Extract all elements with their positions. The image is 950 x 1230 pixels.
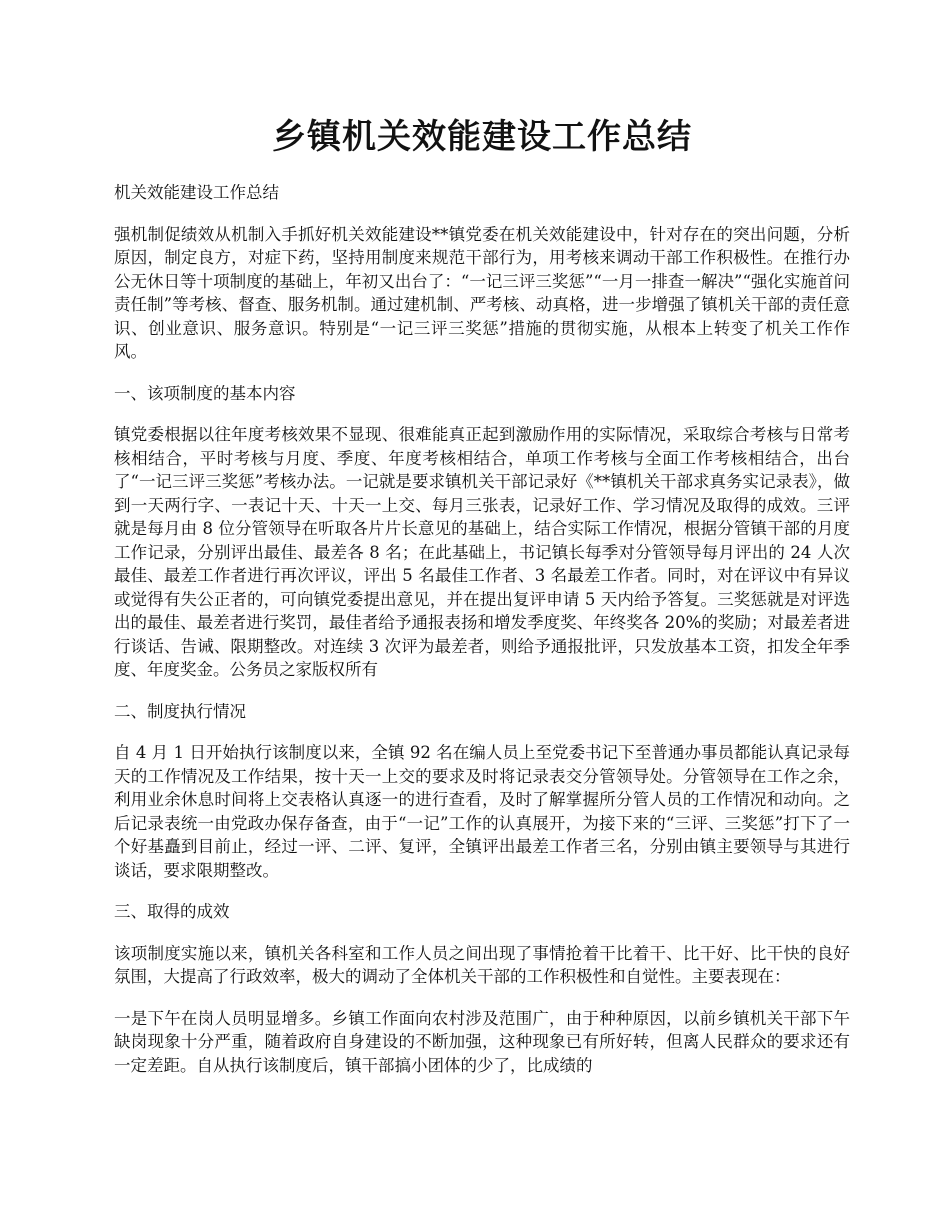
section-1-heading: 一、该项制度的基本内容 <box>114 383 296 403</box>
intro-paragraph: 强机制促绩效从机制入手抓好机关效能建设**镇党委在机关效能建设中，针对存在的突出问题，分析原因，制定良方，对症下药，坚持用制度来规范干部行为，用考核来调动干部工作积极性。在推行办公无休日等十项制度的基础上，年初又出台了：“一记三评三奖惩”“一月一排查一解决”“强化实施首问责任制”等考核、督查、服务机制。通过建机制、严考核、动真格，进一步增强了镇机关干部的责任意识、创业意识、服务意识。特别是“一记三评三奖惩”措施的贯彻实施，从根本上转变了机关工作作风。 <box>114 224 850 361</box>
document-page <box>114 0 850 1077</box>
document-subtitle: 机关效能建设工作总结 <box>114 183 279 202</box>
section-2-body: 自 4 月 1 日开始执行该制度以来，全镇 92 名在编人员上至党委书记下至普通办事员都能认真记录每天的工作情况及工作结果，按十天一上交的要求及时将记录表交分管领导处。分管领导在工作之余，利用业余休息时间将上交表格认真逐一的进行查看，及时了解掌握所分管人员的工作情况和动向。之后记录表统一由党政办保存备查，由于“一记”工作的认真展开，为接下来的“三评、三奖惩”打下了一个好基矗到目前止，经过一评、二评、复评，全镇评出最差工作者三名，分别由镇主要领导与其进行谈话，要求限期整改。 <box>114 743 850 880</box>
section-1-body: 镇党委根据以往年度考核效果不显现、很难能真正起到激励作用的实际情况，采取综合考核与日常考核相结合，平时考核与月度、季度、年度考核相结合，单项工作考核与全面工作考核相结合，出台了“一记三评三奖惩”考核办法。一记就是要求镇机关干部记录好《**镇机关干部求真务实记录表》，做到一天两行字、一表记十天、十天一上交、每月三张表，记录好工作、学习情况及取得的成效。三评就是每月由 8 位分管领导在听取各片片长意见的基础上，结合实际工作情况，根据分管镇干部的月度工作记录，分别评出最佳、最差各 8 名；在此基础上，书记镇长每季对分管领导每月评出的 24 人次最佳、最差工作者进行再次评议，评出 5 名最佳工作者、3 名最差工作者。同时，对在评议中有异议或觉得有失公正者的，可向镇党委提出意见，并在提出复评申请 5 天内给予答复。三奖惩就是对评选出的最佳、最差者进行奖罚，最佳者给予通报表扬和增发季度奖、年终奖各 20%的奖励；对最差者进行谈话、告诫、限期整改。对连续 3 次评为最差者，则给予通报批评，只发放基本工资，扣发全年季度、年度奖金。公务员之家版权所有 <box>114 425 850 679</box>
point-1-paragraph: 一是下午在岗人员明显增多。乡镇工作面向农村涉及范围广，由于种种原因，以前乡镇机关干部下午缺岗现象十分严重，随着政府自身建设的不断加强，这种现象已有所好转，但离人民群众的要求还有一定差距。自从执行该制度后，镇干部搞小团体的少了，比成绩的 <box>114 1008 850 1075</box>
section-3-body: 该项制度实施以来，镇机关各科室和工作人员之间出现了事情抢着干比着干、比干好、比干快的良好氛围，大提高了行政效率，极大的调动了全体机关干部的工作积极性和自觉性。主要表现在： <box>114 943 850 986</box>
section-3-heading: 三、取得的成效 <box>114 902 230 921</box>
section-2-heading: 二、制度执行情况 <box>114 701 246 721</box>
document-title: 乡镇机关效能建设工作总结 <box>272 117 692 157</box>
